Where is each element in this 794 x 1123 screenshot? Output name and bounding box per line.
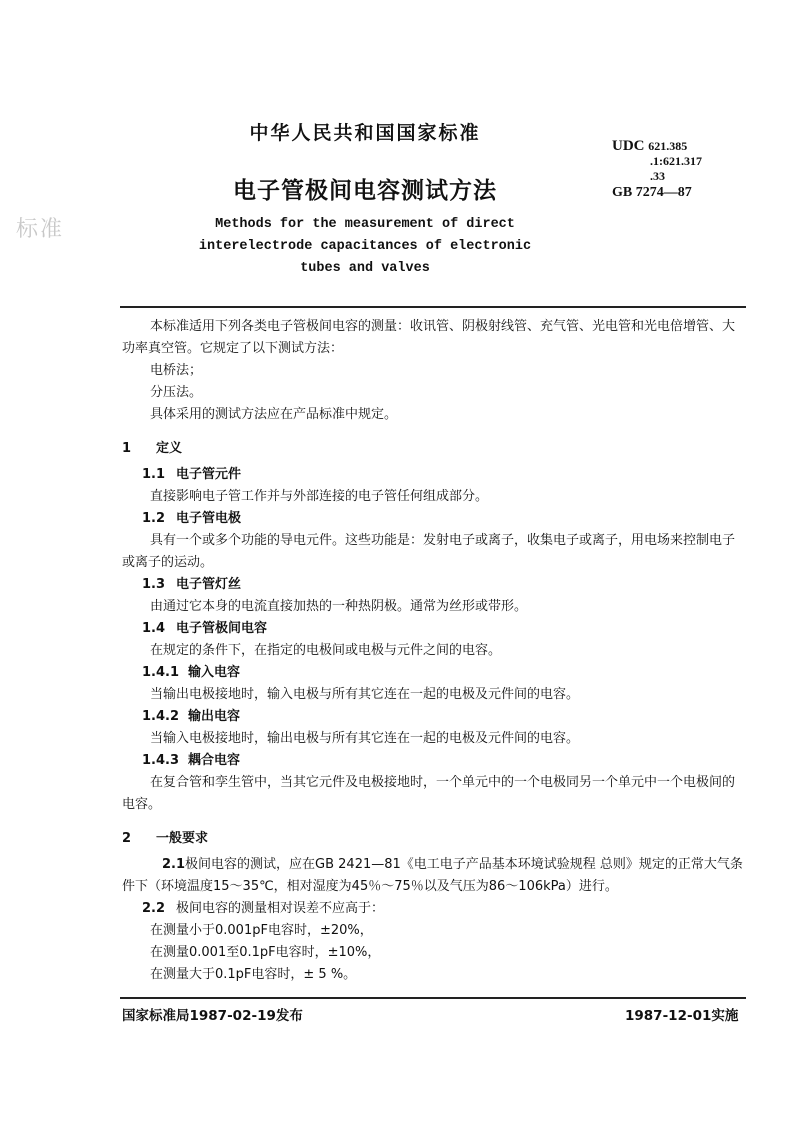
item-1-4-1-title: 输入电容	[188, 665, 241, 680]
national-standard-heading: 中华人民共和国国家标准	[249, 122, 481, 144]
tolerance-line-3: 在测量大于0.1pF电容时，± 5 %。	[150, 967, 357, 982]
item-1-1-title: 电子管元件	[176, 467, 242, 482]
section-1-heading	[122, 438, 744, 460]
udc-line-1: 621.385	[648, 139, 688, 153]
watermark-text: 标准	[16, 217, 65, 242]
section-1-title: 定义	[156, 441, 183, 456]
item-2-2-number: 2.2	[142, 901, 166, 916]
udc-classification	[612, 139, 702, 184]
item-1-4-3-title: 耦合电容	[188, 753, 241, 768]
title-en-line-3: tubes and valves	[300, 261, 430, 276]
item-2-1-text	[122, 854, 744, 898]
section-1-number: 1	[122, 441, 132, 456]
item-2-2-body: 极间电容的测量相对误差不应高于：	[176, 901, 385, 916]
item-1-4-3-number: 1.4.3	[142, 753, 180, 768]
item-1-3-title: 电子管灯丝	[176, 577, 242, 592]
item-1-1-text: 直接影响电子管工作并与外部连接的电子管任何组成部分。	[150, 489, 489, 504]
item-2-2-text	[122, 898, 744, 920]
item-1-3-text: 由通过它本身的电流直接加热的一种热阴极。通常为丝形或带形。	[150, 599, 528, 614]
item-1-4-1-text: 当输出电极接地时，输入电极与所有其它连在一起的电极及元件间的电容。	[150, 687, 580, 702]
item-1-1-number: 1.1	[142, 467, 166, 482]
bottom-divider	[120, 997, 746, 999]
item-1-4-text: 在规定的条件下，在指定的电极间或电极与元件之间的电容。	[150, 643, 502, 658]
udc-line-2: .1:621.317	[650, 154, 702, 168]
item-1-4-title: 电子管极间电容	[176, 621, 268, 636]
tolerance-line-2: 在测量0.001至0.1pF电容时，±10%，	[150, 945, 381, 960]
item-1-3-number: 1.3	[142, 577, 166, 592]
item-1-4-2-title: 输出电容	[188, 709, 241, 724]
issue-date: 国家标准局1987-02-19发布	[122, 1008, 303, 1024]
item-1-4-1-heading	[122, 662, 744, 684]
item-1-1-heading	[122, 464, 744, 486]
section-2-heading	[122, 828, 744, 850]
item-1-2-text: 具有一个或多个功能的导电元件。这些功能是：发射电子或离子，收集电子或离子，用电场来控制电子或离子的运动。	[122, 533, 736, 570]
title-en-line-1: Methods for the measurement of direct	[215, 217, 515, 232]
item-1-4-3-text: 在复合管和孪生管中，当其它元件及电极接地时，一个单元中的一个电极同另一个单元中一个电极间的电容。	[122, 775, 736, 812]
document-body	[122, 316, 744, 986]
item-1-2-title: 电子管电极	[176, 511, 242, 526]
item-2-1-number: 2.1	[162, 857, 186, 872]
item-1-4-1-number: 1.4.1	[142, 665, 180, 680]
document-title-en	[0, 214, 730, 280]
title-en-line-2: interelectrode capacitances of electronic	[198, 239, 532, 254]
effective-date: 1987-12-01实施	[625, 1008, 739, 1024]
item-2-1-body: 极间电容的测试，应在GB 2421—81《电工电子产品基本环境试验规程 总则》规定的正常大气条件下（环境温度15～35℃，相对湿度为45％～75％以及气压为86～106kPa）进行。	[122, 857, 743, 894]
tolerance-line-1: 在测量小于0.001pF电容时，±20%，	[150, 923, 373, 938]
section-2-title: 一般要求	[156, 831, 209, 846]
item-1-3-heading	[122, 574, 744, 596]
gb-standard-code: GB 7274—87	[612, 185, 692, 200]
top-divider	[120, 306, 746, 308]
document-title-cn: 电子管极间电容测试方法	[233, 178, 497, 204]
item-1-2-number: 1.2	[142, 511, 166, 526]
intro-paragraph: 本标准适用下列各类电子管极间电容的测量：收讯管、阴极射线管、充气管、光电管和光电倍增管、大功率真空管。它规定了以下测试方法：	[122, 319, 736, 356]
item-1-4-number: 1.4	[142, 621, 166, 636]
section-2-number: 2	[122, 831, 132, 846]
udc-prefix: UDC	[612, 138, 645, 154]
item-1-4-2-heading	[122, 706, 744, 728]
item-1-4-2-number: 1.4.2	[142, 709, 180, 724]
intro-note: 具体采用的测试方法应在产品标准中规定。	[150, 407, 398, 422]
item-1-2-heading	[122, 508, 744, 530]
item-1-4-heading	[122, 618, 744, 640]
udc-line-3: .33	[650, 169, 665, 183]
item-1-4-3-heading	[122, 750, 744, 772]
method-divider: 分压法。	[150, 385, 203, 400]
item-1-4-2-text: 当输入电极接地时，输出电极与所有其它连在一起的电极及元件间的电容。	[150, 731, 580, 746]
method-bridge: 电桥法；	[150, 363, 203, 378]
